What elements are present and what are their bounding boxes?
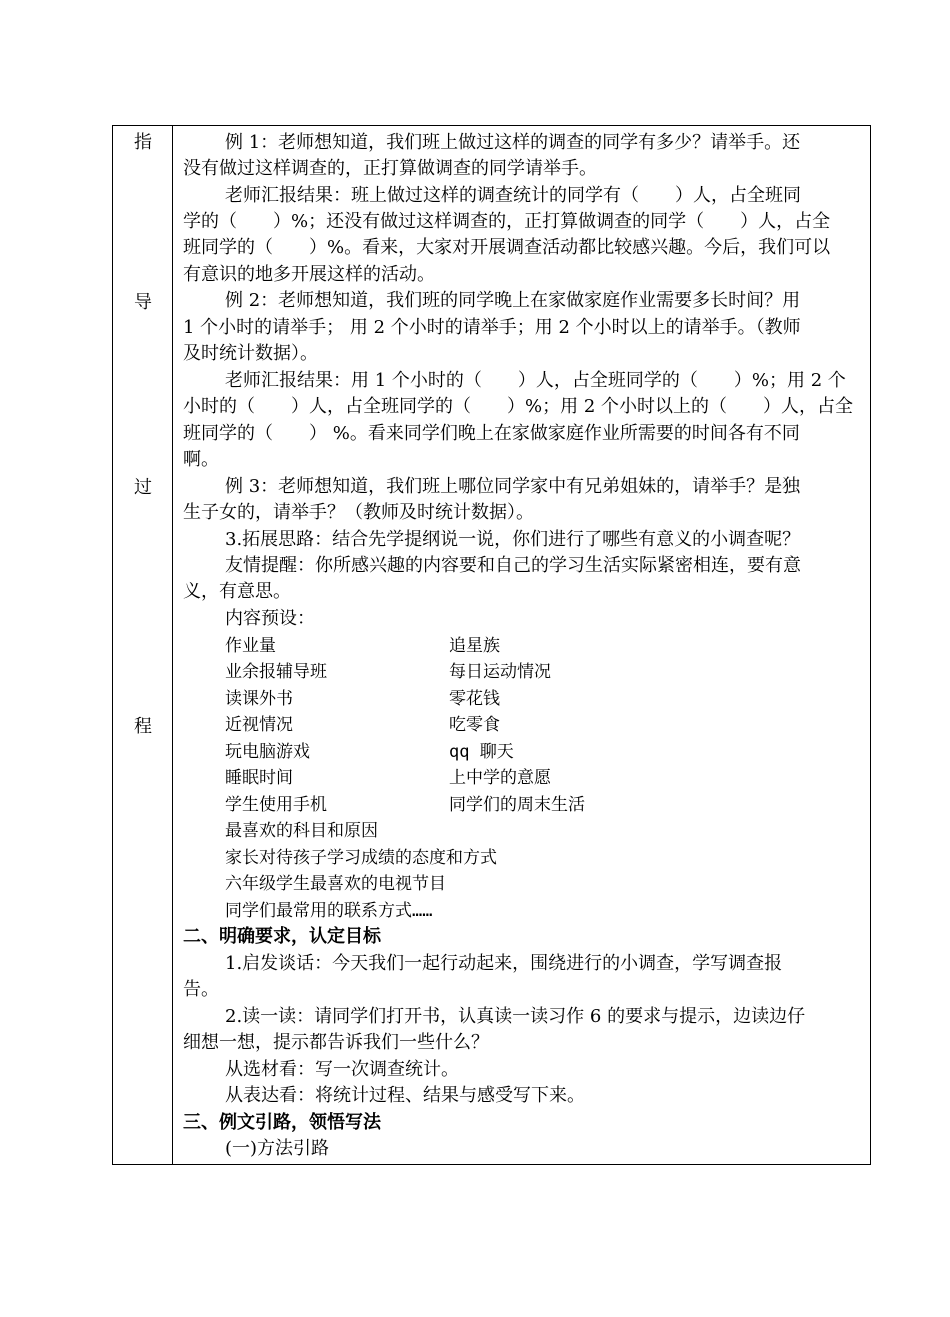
section-2-line: 从表达看：将统计过程、结果与感受写下来。 (225, 1085, 585, 1106)
example-1-line: 没有做过这样调查的，正打算做调查的同学请举手。 (183, 158, 597, 179)
example-2-line: 及时统计数据）。 (183, 343, 318, 364)
section-2-line: 告。 (183, 979, 219, 1000)
topic-right: 上中学的意愿 (449, 768, 551, 788)
topic-left: 睡眠时间 (225, 768, 293, 788)
example-1-line: 例 1：老师想知道，我们班上做过这样的调查的同学有多少？请举手。还 (225, 132, 801, 153)
section-2-heading: 二、明确要求，认定目标 (183, 926, 381, 947)
result-1-line: 学的（ ）%；还没有做过这样调查的，正打算做调查的同学（ ）人，占全 (183, 211, 831, 232)
side-char: 指 (134, 132, 152, 153)
side-char: 过 (134, 477, 152, 498)
topic-more: 最喜欢的科目和原因 (225, 821, 378, 841)
topic-right: 零花钱 (449, 689, 500, 709)
section-2-line: 细想一想，提示都告诉我们一些什么？ (183, 1032, 489, 1053)
topic-left: 作业量 (225, 636, 276, 656)
result-2-line: 班同学的（ ） %。看来同学们晚上在家做家庭作业所需要的时间各有不同 (183, 423, 800, 444)
result-1-line: 班同学的（ ）%。看来，大家对开展调查活动都比较感兴趣。今后，我们可以 (183, 237, 831, 258)
example-3-line: 生子女的，请举手？（教师及时统计数据）。 (183, 502, 534, 523)
topic-right: 追星族 (449, 636, 500, 656)
example-2-line: 例 2：老师想知道，我们班的同学晚上在家做家庭作业需要多长时间？用 (225, 290, 801, 311)
section-3-sub: (一)方法引路 (225, 1138, 330, 1159)
example-2-line: 1 个小时的请举手； 用 2 个小时的请举手；用 2 个小时以上的请举手。（教师 (183, 317, 801, 338)
topic-left: 学生使用手机 (225, 795, 327, 815)
topic-left: 读课外书 (225, 689, 293, 709)
topic-right: 吃零食 (449, 715, 500, 735)
section-3-heading: 三、例文引路，领悟写法 (183, 1112, 381, 1133)
side-label-column (113, 126, 173, 1164)
expand-thinking-line: 3.拓展思路：结合先学提纲说一说，你们进行了哪些有意义的小调查呢？ (225, 529, 801, 550)
topic-more: 六年级学生最喜欢的电视节目 (225, 874, 446, 894)
topic-more: 家长对待孩子学习成绩的态度和方式 (225, 848, 497, 868)
result-2-line: 老师汇报结果：用 1 个小时的（ ）人，占全班同学的（ ）%；用 2 个 (225, 370, 846, 391)
section-2-line: 1.启发谈话：今天我们一起行动起来，围绕进行的小调查，学写调查报 (225, 953, 783, 974)
result-1-line: 老师汇报结果：班上做过这样的调查统计的同学有（ ）人，占全班同 (225, 185, 801, 206)
side-char: 导 (134, 292, 152, 313)
tip-line: 友情提醒：你所感兴趣的内容要和自己的学习生活实际紧密相连，要有意 (225, 555, 801, 576)
result-2-line: 啊。 (183, 449, 219, 470)
topic-left: 业余报辅导班 (225, 662, 327, 682)
topic-more: 同学们最常用的联系方式…… (225, 901, 433, 921)
section-2-line: 从选材看：写一次调查统计。 (225, 1059, 459, 1080)
result-1-line: 有意识的地多开展这样的活动。 (183, 264, 435, 285)
result-2-line: 小时的（ ）人，占全班同学的（ ）%；用 2 个小时以上的（ ）人，占全 (183, 396, 853, 417)
section-2-line: 2.读一读：请同学们打开书，认真读一读习作 6 的要求与提示，边读边仔 (225, 1006, 806, 1027)
preset-label: 内容预设： (225, 608, 315, 629)
topic-right: 同学们的周末生活 (449, 795, 585, 815)
lesson-content (173, 126, 870, 1164)
topic-right: 每日运动情况 (449, 662, 551, 682)
topic-right: qq 聊天 (449, 742, 514, 762)
topic-left: 近视情况 (225, 715, 293, 735)
side-char: 程 (134, 716, 152, 737)
lesson-table (112, 125, 871, 1165)
example-3-line: 例 3：老师想知道，我们班上哪位同学家中有兄弟姐妹的，请举手？是独 (225, 476, 801, 497)
topic-left: 玩电脑游戏 (225, 742, 310, 762)
tip-line: 义，有意思。 (183, 581, 291, 602)
